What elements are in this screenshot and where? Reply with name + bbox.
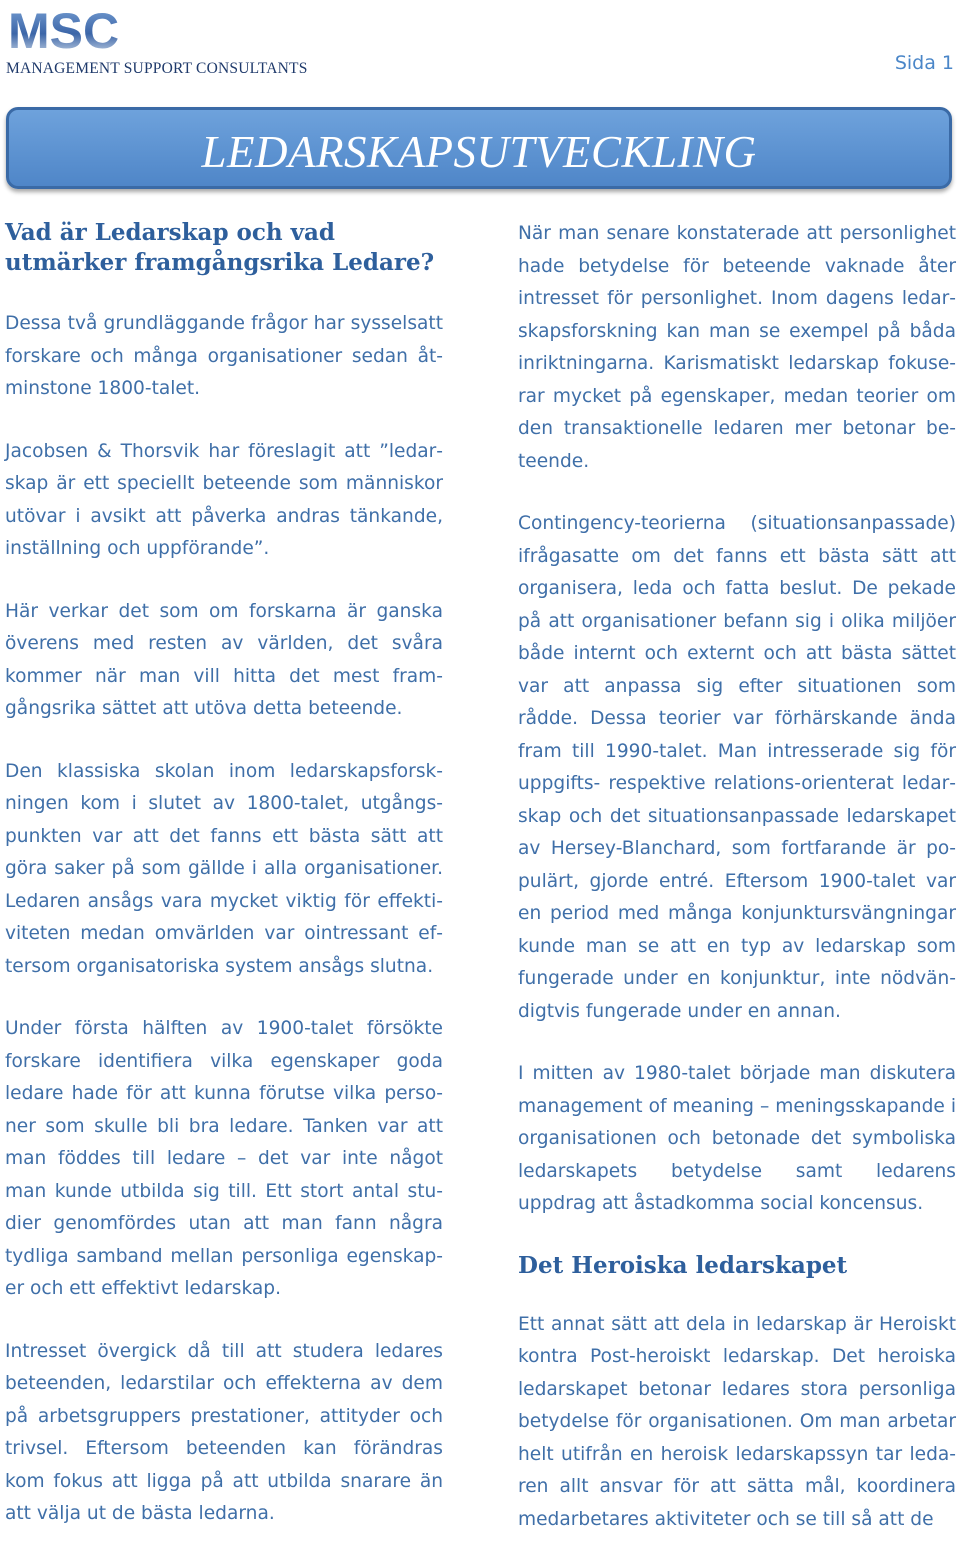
paragraph: Här verkar det som om forskarna är ganska överens med resten av världen, det svåra kommer när man vill hitta det mest framgångsrika sättet att utöva detta beteende. bbox=[5, 600, 443, 719]
title-banner bbox=[6, 107, 952, 189]
right-column bbox=[518, 218, 956, 1566]
logo-subtitle: MANAGEMENT SUPPORT CONSULTANTS bbox=[6, 60, 308, 77]
paragraph: I mitten av 1980-talet började man diskutera management of meaning – meningsskapande i organisationen och betonade det symboliska ledarskapets betydelse samt ledarens uppdrag att åstadkomma social koncensus. bbox=[518, 1063, 956, 1214]
company-logo bbox=[6, 2, 326, 78]
section-heading-leadership: Vad är Ledarskap och vad utmärker framgångsrika Ledare? bbox=[5, 219, 435, 276]
paragraph: Under första hälften av 1900-talet försökte forskare identifiera vilka egenskaper goda ledare hade för att kunna förutse vilka personer som skulle bli bra ledare. Tanken var att man föddes till ledare – det var inte något man kunde utbilda sig till. Ett stort antal studier genomfördes utan att man fann några tydliga samband mellan personliga egenskaper och ett effektivt ledarskap. bbox=[5, 1018, 443, 1299]
paragraph: Ett annat sätt att dela in ledarskap är Heroiskt kontra Post-heroiskt ledarskap. Det heroiska ledarskapet betonar ledares stora personliga betydelse för organisationen. Om man arbetar helt utifrån en heroisk ledarskapssyn tar ledaren allt ansvar för att sätta mål, koordinera medarbetares aktiviteter och se till så att de bbox=[518, 1313, 956, 1530]
paragraph: Contingency-teorierna (situationsanpassade) ifrågasatte om det fanns ett bästa sätt att organisera, leda och fatta beslut. De pekade på att organisationer befann sig i olika miljöer både internt och externt och att bästa sättet var att anpassa sig efter situationen som rådde. Dessa teorier var förhärskande ända fram till 1990-talet. Man intresserade sig för uppgifts- respektive relations-orienterat ledarskap och det situationsanpassade ledarskapet av Hersey-Blanchard, som fortfarande är populärt, gjorde entré. Eftersom 1900-talet var en period med många konjunktursvängningar kunde man se att en typ av ledarskap som fungerade under en konjunktur, inte nödvändigtvis fungerade under en annan. bbox=[518, 513, 956, 1022]
logo-letters: MSC bbox=[8, 3, 120, 59]
page-number: Sida 1 bbox=[894, 52, 954, 74]
document-title: LEDARSKAPSUTVECKLING bbox=[201, 127, 757, 177]
paragraph: Intresset övergick då till att studera ledares beteenden, ledarstilar och effekterna av dem på arbetsgruppers prestationer, attityder och trivsel. Eftersom beteenden kan förändras kom fokus att ligga på att utbilda snarare än att välja ut de bästa ledarna. bbox=[5, 1340, 443, 1524]
paragraph: Dessa två grundläggande frågor har sysselsatt forskare och många organisationer sedan åtminstone 1800-talet. bbox=[5, 313, 443, 399]
paragraph: När man senare konstaterade att personlighet hade betydelse för beteende vaknade åter intresset för personlighet. Inom dagens ledarskapsforskning kan man se exempel på båda inriktningarna. Karismatiskt ledarskap fokuserar mycket på egenskaper, medan teorier om den transaktionelle ledaren mer betonar beteende. bbox=[518, 223, 956, 472]
left-column bbox=[5, 218, 443, 1561]
msc-logo-mark bbox=[6, 2, 120, 60]
paragraph: Jacobsen & Thorsvik har föreslagit att ”ledarskap är ett speciellt beteende som människor utövar i avsikt att påverka andras tänkande, inställning och uppförande”. bbox=[5, 440, 443, 559]
section-heading-heroic: Det Heroiska ledarskapet bbox=[518, 1251, 848, 1279]
paragraph: Den klassiska skolan inom ledarskapsforskningen kom i slutet av 1800-talet, utgångspunkten var att det fanns ett bästa sätt att göra saker på som gällde i alla organisationer. Ledaren ansågs vara mycket viktig för effektiviteten medan omvärlden var ointressant eftersom organisatoriska system ansågs slutna. bbox=[5, 760, 443, 977]
